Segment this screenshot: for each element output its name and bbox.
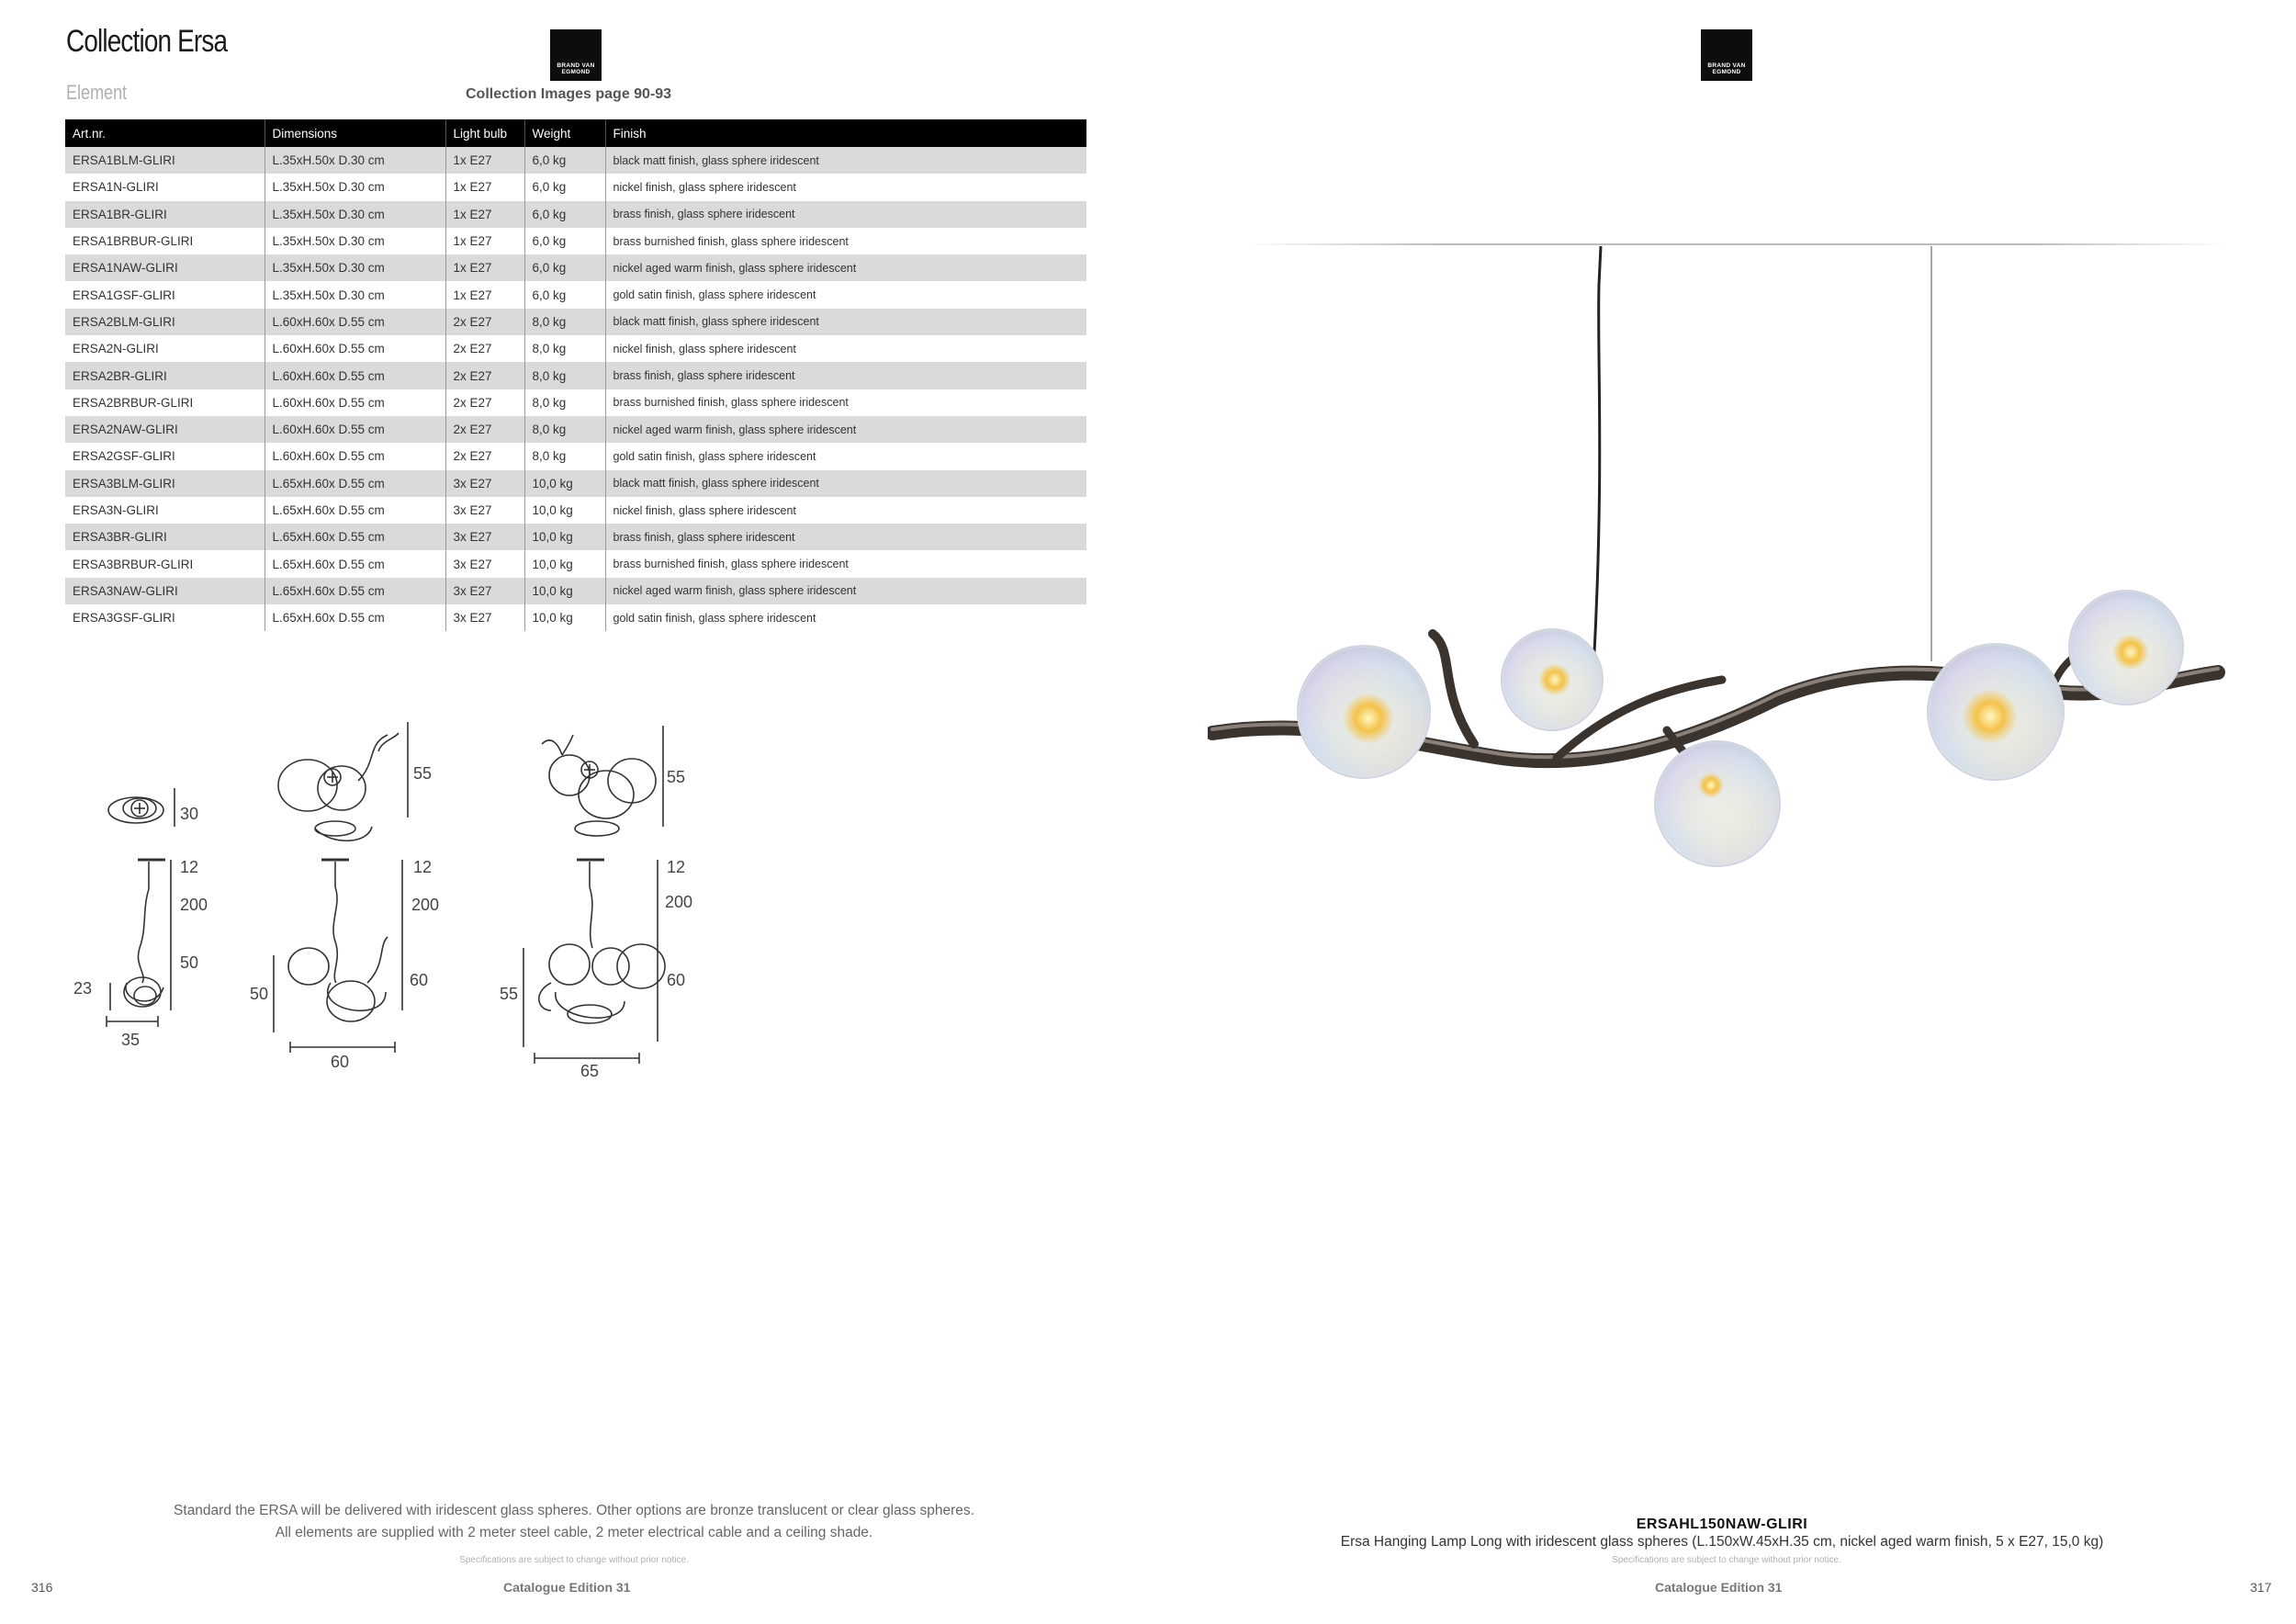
cell-finish: gold satin finish, glass sphere iridescent <box>613 449 816 463</box>
table-row <box>65 174 1086 200</box>
cell-art: ERSA1BLM-GLIRI <box>65 147 264 174</box>
table-row <box>65 550 1086 577</box>
d2-top-depth: 55 <box>413 764 433 783</box>
d1-cable: 200 <box>180 896 208 914</box>
table-row <box>65 228 1086 254</box>
table-row <box>65 335 1086 362</box>
cell-art: ERSA2NAW-GLIRI <box>65 416 264 443</box>
cell-dimensions: L.60xH.60x D.55 cm <box>264 389 445 416</box>
table-row <box>65 443 1086 469</box>
cell-light-bulb: 1x E27 <box>445 228 524 254</box>
cell-finish: black matt finish, glass sphere iridescent <box>605 147 1086 174</box>
cell-dimensions: L.65xH.60x D.55 cm <box>264 578 445 604</box>
cell-dimensions: L.65xH.60x D.55 cm <box>264 550 445 577</box>
cell-dimensions: L.60xH.60x D.55 cm <box>264 416 445 443</box>
cell-finish: brass burnished finish, glass sphere iridescent <box>613 234 849 248</box>
cell-light-bulb: 2x E27 <box>445 335 524 362</box>
cell-dimensions: L.65xH.60x D.55 cm <box>264 524 445 550</box>
cell-finish: nickel aged warm finish, glass sphere iridescent <box>605 416 1086 443</box>
cell-light-bulb: 3x E27 <box>445 497 524 524</box>
d2-cable: 200 <box>411 896 440 914</box>
cell-light-bulb: 2x E27 <box>445 389 524 416</box>
cell-art: ERSA1BR-GLIRI <box>65 201 264 228</box>
cell-weight: 6,0 kg <box>524 201 605 228</box>
cell-weight: 6,0 kg <box>524 281 605 308</box>
cell-dimensions: L.60xH.60x D.55 cm <box>264 362 445 389</box>
cell-dimensions: L.35xH.50x D.30 cm <box>264 201 445 228</box>
collection-images-ref: Collection Images page 90-93 <box>466 86 672 102</box>
cell-weight: 8,0 kg <box>524 389 605 416</box>
cell-weight: 6,0 kg <box>524 228 605 254</box>
header-finish: Finish <box>605 119 1086 147</box>
cable-left <box>1593 246 1601 671</box>
cell-weight: 6,0 kg <box>524 147 605 174</box>
cell-weight: 8,0 kg <box>524 309 605 335</box>
delivery-note-line1: Standard the ERSA will be delivered with iridescent glass spheres. Other options are bronze translucent or clear glass spheres. <box>174 1503 974 1518</box>
cell-light-bulb: 2x E27 <box>445 443 524 469</box>
drawing-1 <box>107 788 174 1027</box>
d2-height-left: 50 <box>250 985 269 1003</box>
cell-art: ERSA3N-GLIRI <box>65 497 264 524</box>
cell-finish: nickel finish, glass sphere iridescent <box>613 180 796 194</box>
product-photo <box>1208 230 2264 891</box>
logo-line1: BRAND VAN <box>557 62 595 69</box>
cell-dimensions: L.60xH.60x D.55 cm <box>264 335 445 362</box>
cell-art: ERSA2BLM-GLIRI <box>65 309 264 335</box>
ceiling-line <box>1244 243 2227 245</box>
cell-light-bulb: 2x E27 <box>445 309 524 335</box>
cell-art: ERSA1BRBUR-GLIRI <box>65 228 264 254</box>
table-row <box>65 281 1086 308</box>
header-weight: Weight <box>524 119 605 147</box>
cell-dimensions: L.65xH.60x D.55 cm <box>264 470 445 497</box>
sphere-3 <box>1655 741 1780 866</box>
cell-finish: brass burnished finish, glass sphere iridescent <box>613 558 849 571</box>
cell-weight: 10,0 kg <box>524 524 605 550</box>
cell-finish: nickel aged warm finish, glass sphere iridescent <box>605 254 1086 281</box>
d2-canopy: 12 <box>413 858 433 876</box>
cell-art: ERSA3BLM-GLIRI <box>65 470 264 497</box>
d3-top-depth: 55 <box>667 768 686 786</box>
page-number-left: 316 <box>31 1580 53 1595</box>
cell-dimensions: L.35xH.50x D.30 cm <box>264 174 445 200</box>
table-row <box>65 147 1086 174</box>
table-row <box>65 201 1086 228</box>
cell-light-bulb: 1x E27 <box>445 254 524 281</box>
table-row <box>65 389 1086 416</box>
d3-height-right: 60 <box>667 971 686 989</box>
logo-line1-right: BRAND VAN <box>1707 62 1746 69</box>
technical-drawings <box>55 707 716 1093</box>
table-row <box>65 254 1086 281</box>
table-row <box>65 524 1086 550</box>
right-page <box>1148 0 2296 1624</box>
cell-light-bulb: 3x E27 <box>445 578 524 604</box>
cell-light-bulb: 3x E27 <box>445 604 524 631</box>
cell-light-bulb: 1x E27 <box>445 174 524 200</box>
cell-light-bulb: 3x E27 <box>445 524 524 550</box>
delivery-note-line2: All elements are supplied with 2 meter steel cable, 2 meter electrical cable and a ceiling shade. <box>275 1525 873 1540</box>
cell-art: ERSA1NAW-GLIRI <box>65 254 264 281</box>
product-description: Ersa Hanging Lamp Long with iridescent glass spheres (L.150xW.45xH.35 cm, nickel aged warm finish, 5 x E27, 15,0 kg) <box>1340 1534 2104 1550</box>
drawing-2 <box>274 722 408 1053</box>
cell-finish: brass finish, glass sphere iridescent <box>605 362 1086 389</box>
logo-line2-right: EGMOND <box>1712 69 1741 75</box>
product-code: ERSAHL150NAW-GLIRI <box>1636 1517 1808 1532</box>
table-row <box>65 578 1086 604</box>
table-header-row <box>65 119 1086 147</box>
spec-table <box>65 119 1086 631</box>
cell-art: ERSA3NAW-GLIRI <box>65 578 264 604</box>
header-art: Art.nr. <box>65 119 264 147</box>
cell-dimensions: L.65xH.60x D.55 cm <box>264 497 445 524</box>
page-number-right: 317 <box>2250 1580 2272 1595</box>
cell-art: ERSA1N-GLIRI <box>65 174 264 200</box>
d3-cable: 200 <box>665 893 693 911</box>
table-row <box>65 309 1086 335</box>
drawing-3 <box>523 726 665 1064</box>
d3-height-left: 55 <box>500 985 519 1003</box>
d2-width: 60 <box>331 1053 350 1071</box>
table-row <box>65 604 1086 631</box>
logo-line2: EGMOND <box>561 69 591 75</box>
sphere-4 <box>1928 644 2064 780</box>
cell-light-bulb: 1x E27 <box>445 201 524 228</box>
cell-art: ERSA1GSF-GLIRI <box>65 281 264 308</box>
cell-dimensions: L.35xH.50x D.30 cm <box>264 147 445 174</box>
d1-width: 35 <box>121 1031 141 1049</box>
cell-light-bulb: 2x E27 <box>445 416 524 443</box>
table-row <box>65 497 1086 524</box>
cell-art: ERSA3BR-GLIRI <box>65 524 264 550</box>
sphere-2 <box>1502 629 1603 730</box>
cell-weight: 10,0 kg <box>524 470 605 497</box>
cell-weight: 6,0 kg <box>524 254 605 281</box>
cell-finish: nickel aged warm finish, glass sphere iridescent <box>605 578 1086 604</box>
d2-height-right: 60 <box>410 971 429 989</box>
cell-art: ERSA3GSF-GLIRI <box>65 604 264 631</box>
table-row <box>65 362 1086 389</box>
cell-finish: brass burnished finish, glass sphere iridescent <box>613 396 849 410</box>
edition-left: Catalogue Edition 31 <box>503 1580 631 1595</box>
sphere-1 <box>1298 646 1430 778</box>
cell-finish: gold satin finish, glass sphere iridescent <box>613 288 816 302</box>
cell-weight: 6,0 kg <box>524 174 605 200</box>
cell-finish: nickel finish, glass sphere iridescent <box>613 342 796 355</box>
cell-dimensions: L.60xH.60x D.55 cm <box>264 443 445 469</box>
cell-art: ERSA2GSF-GLIRI <box>65 443 264 469</box>
cell-light-bulb: 3x E27 <box>445 470 524 497</box>
d1-height: 50 <box>180 953 199 972</box>
cell-weight: 10,0 kg <box>524 550 605 577</box>
cell-weight: 8,0 kg <box>524 443 605 469</box>
cell-weight: 10,0 kg <box>524 497 605 524</box>
table-row <box>65 416 1086 443</box>
d1-canopy: 12 <box>180 858 199 876</box>
cell-dimensions: L.35xH.50x D.30 cm <box>264 228 445 254</box>
brand-logo <box>550 29 602 81</box>
sphere-5 <box>2069 591 2183 705</box>
cell-light-bulb: 1x E27 <box>445 147 524 174</box>
branch-up-left <box>1433 634 1474 744</box>
cell-dimensions: L.60xH.60x D.55 cm <box>264 309 445 335</box>
cell-art: ERSA2N-GLIRI <box>65 335 264 362</box>
cell-finish: black matt finish, glass sphere iridescent <box>605 309 1086 335</box>
cell-weight: 10,0 kg <box>524 604 605 631</box>
edition-right: Catalogue Edition 31 <box>1655 1580 1783 1595</box>
cell-finish: nickel finish, glass sphere iridescent <box>613 503 796 517</box>
disclaimer-left: Specifications are subject to change without prior notice. <box>459 1555 689 1565</box>
cell-light-bulb: 3x E27 <box>445 550 524 577</box>
cell-finish: gold satin finish, glass sphere iridescent <box>613 611 816 625</box>
cell-finish: black matt finish, glass sphere iridescent <box>605 470 1086 497</box>
cell-finish: brass finish, glass sphere iridescent <box>605 201 1086 228</box>
cell-light-bulb: 2x E27 <box>445 362 524 389</box>
cell-weight: 10,0 kg <box>524 578 605 604</box>
disclaimer-right: Specifications are subject to change without prior notice. <box>1612 1555 1841 1565</box>
cell-dimensions: L.35xH.50x D.30 cm <box>264 281 445 308</box>
cell-weight: 8,0 kg <box>524 335 605 362</box>
d3-width: 65 <box>580 1062 600 1080</box>
d1-top-depth: 30 <box>180 805 199 823</box>
brand-logo-right <box>1701 29 1752 81</box>
cell-dimensions: L.65xH.60x D.55 cm <box>264 604 445 631</box>
cell-art: ERSA2BRBUR-GLIRI <box>65 389 264 416</box>
collection-title: Collection Ersa <box>66 24 228 59</box>
cell-art: ERSA2BR-GLIRI <box>65 362 264 389</box>
d1-sphere: 23 <box>73 979 93 998</box>
d3-canopy: 12 <box>667 858 686 876</box>
cell-finish: brass finish, glass sphere iridescent <box>605 524 1086 550</box>
cell-dimensions: L.35xH.50x D.30 cm <box>264 254 445 281</box>
header-light-bulb: Light bulb <box>445 119 524 147</box>
table-row <box>65 470 1086 497</box>
cell-weight: 8,0 kg <box>524 362 605 389</box>
collection-subtitle: Element <box>66 81 128 104</box>
cell-light-bulb: 1x E27 <box>445 281 524 308</box>
cell-weight: 8,0 kg <box>524 416 605 443</box>
header-dimensions: Dimensions <box>264 119 445 147</box>
cell-art: ERSA3BRBUR-GLIRI <box>65 550 264 577</box>
